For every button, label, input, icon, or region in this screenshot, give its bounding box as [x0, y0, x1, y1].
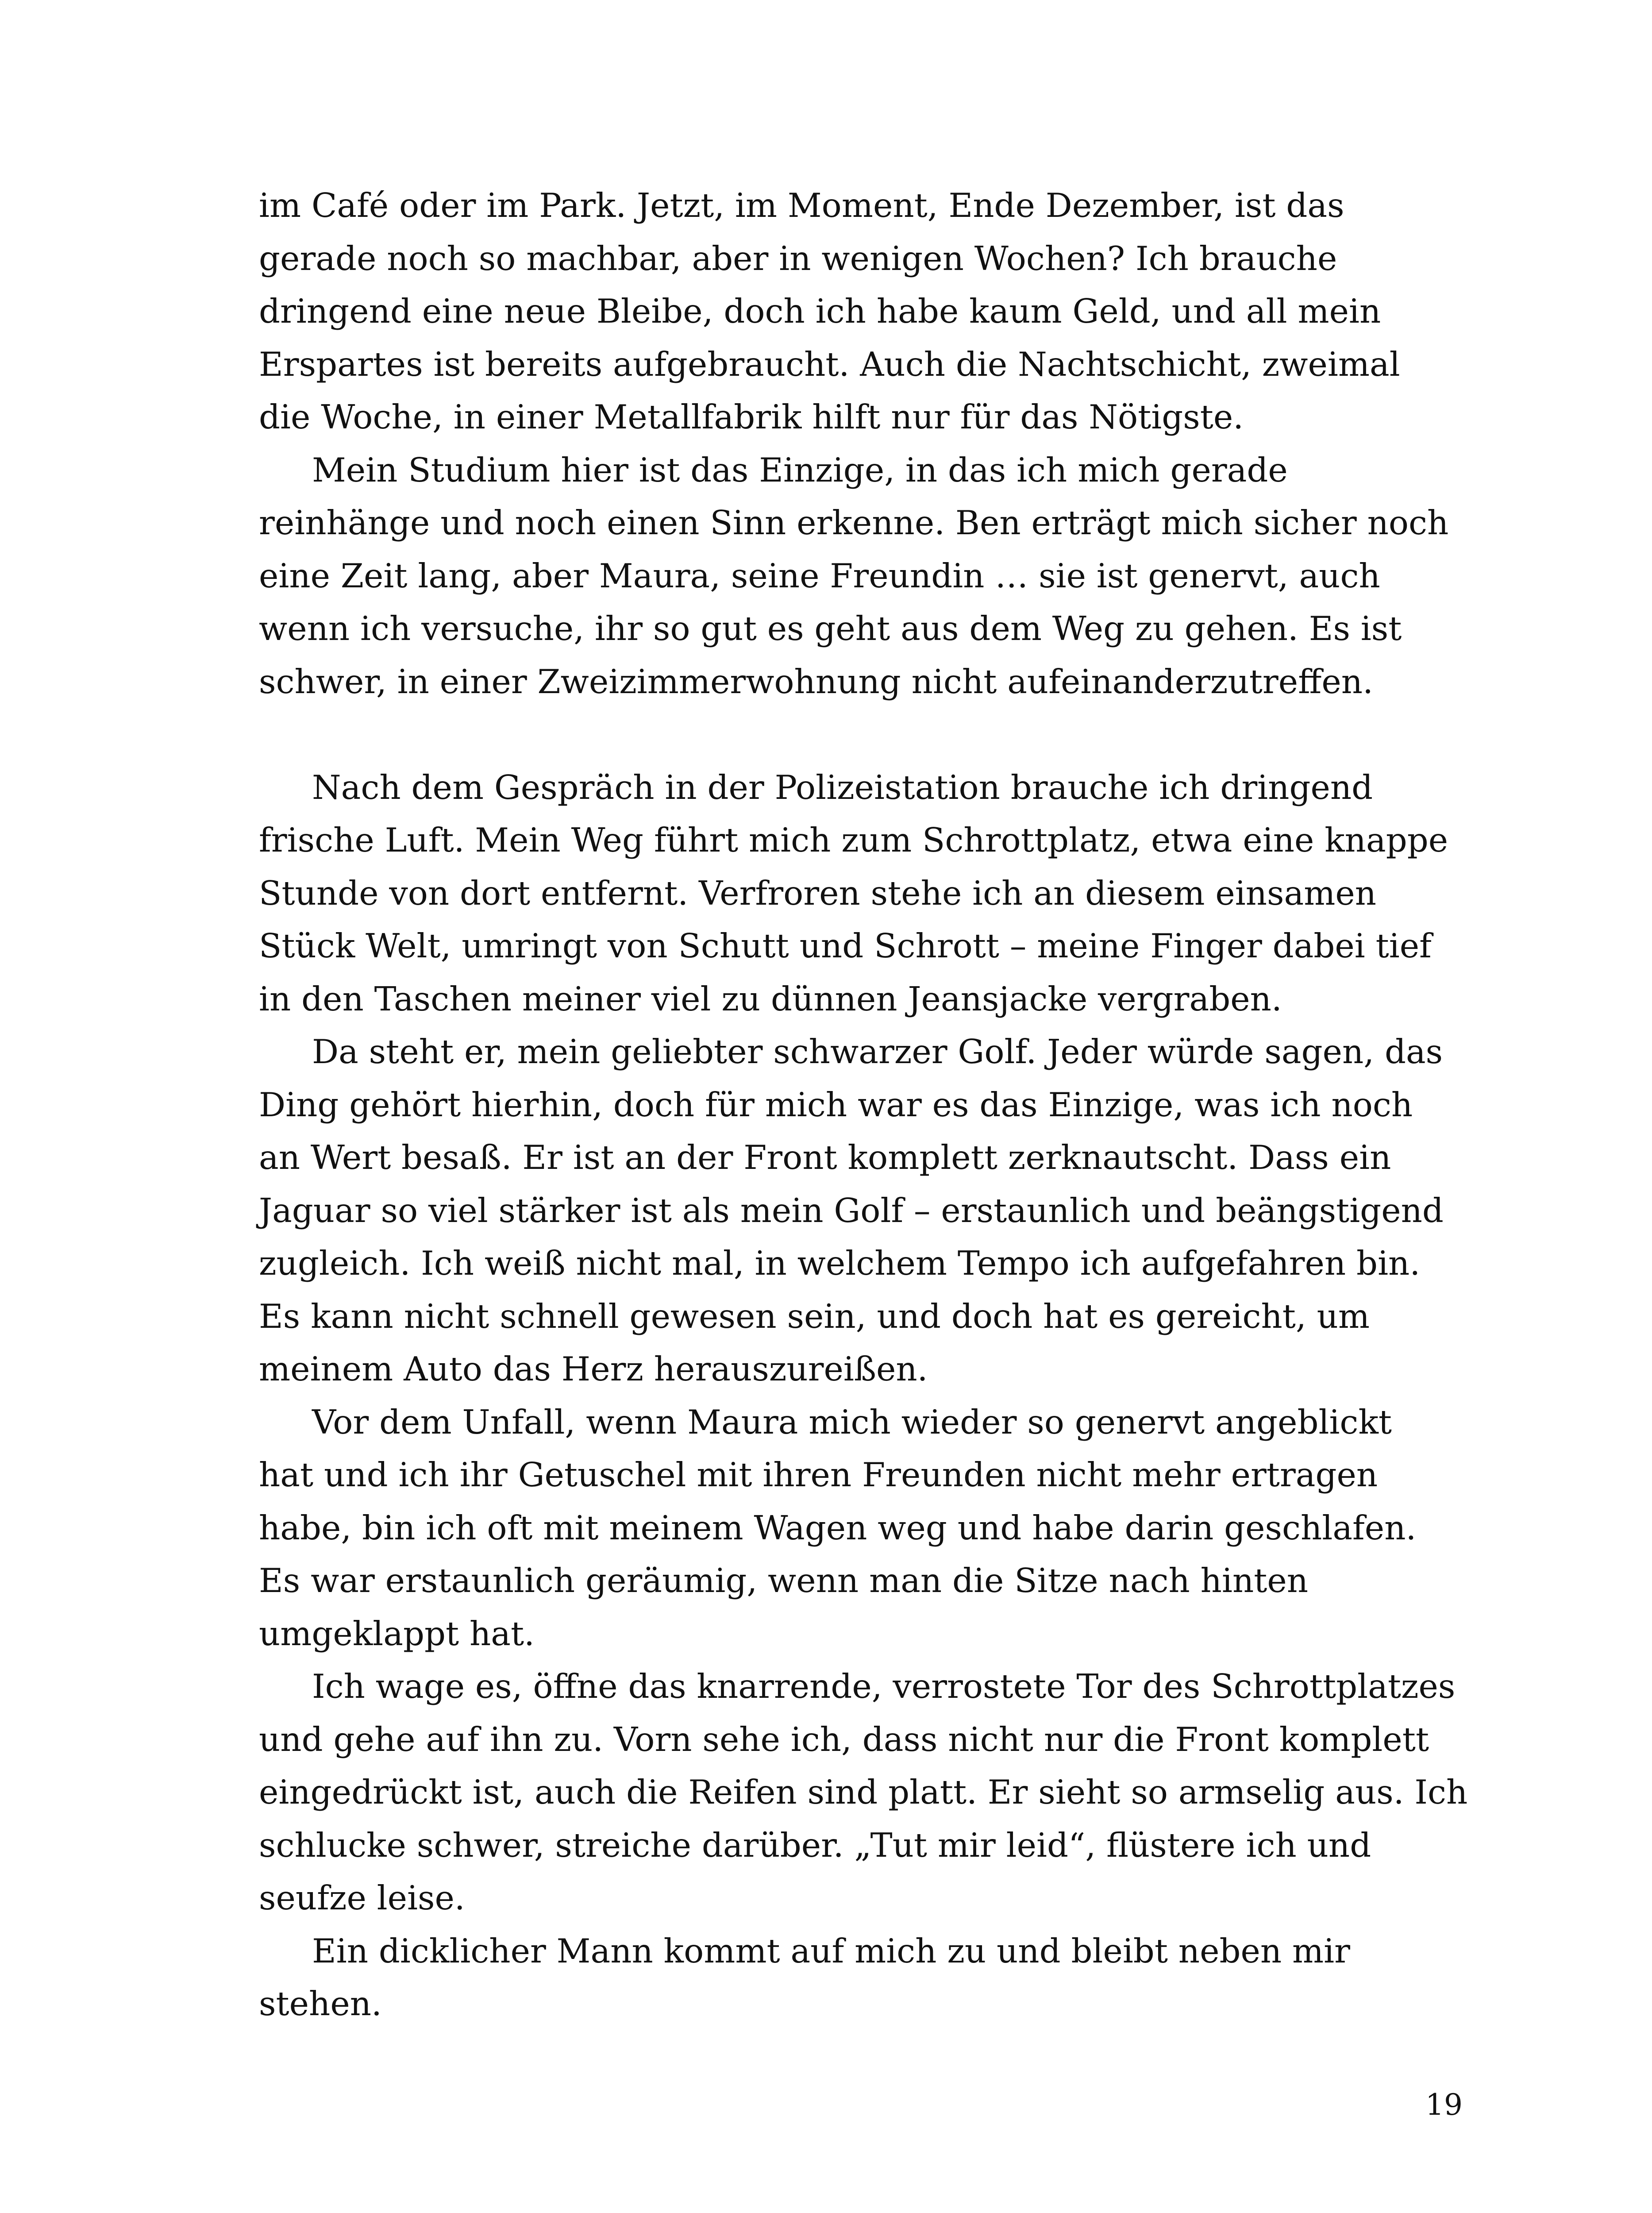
text-line: Jaguar so viel stärker ist als mein Golf – erstaunlich und beängstigend	[259, 1191, 1444, 1230]
text-line: die Woche, in einer Metallfabrik hilft nur für das Nötigste.	[259, 397, 1244, 436]
text-line: Mein Studium hier ist das Einzige, in das ich mich gerade	[312, 450, 1288, 490]
text-line: schwer, in einer Zweizimmerwohnung nicht aufeinanderzutreffen.	[259, 662, 1373, 701]
text-line: Ich wage es, öffne das knarrende, verrostete Tor des Schrottplatzes	[312, 1667, 1456, 1706]
text-line: Stunde von dort entfernt. Verfroren stehe ich an diesem einsamen	[259, 873, 1377, 913]
text-line: im Café oder im Park. Jetzt, im Moment, Ende Dezember, ist das	[259, 186, 1344, 225]
text-line: wenn ich versuche, ihr so gut es geht aus dem Weg zu gehen. Es ist	[259, 609, 1402, 648]
page-number: 19	[1425, 2088, 1463, 2122]
text-line: Es kann nicht schnell gewesen sein, und doch hat es gereicht, um	[259, 1296, 1370, 1336]
text-line: in den Taschen meiner viel zu dünnen Jeansjacke vergraben.	[259, 979, 1282, 1018]
text-line: gerade noch so machbar, aber in wenigen Wochen? Ich brauche	[259, 239, 1337, 278]
text-line: eine Zeit lang, aber Maura, seine Freundin … sie ist genervt, auch	[259, 556, 1380, 595]
text-line: und gehe auf ihn zu. Vorn sehe ich, dass nicht nur die Front komplett	[259, 1720, 1429, 1759]
text-line: Nach dem Gespräch in der Polizeistation brauche ich dringend	[312, 767, 1373, 807]
text-line: Stück Welt, umringt von Schutt und Schrott – meine Finger dabei tief	[259, 926, 1432, 965]
text-line: eingedrückt ist, auch die Reifen sind platt. Er sieht so armselig aus. Ich	[259, 1773, 1468, 1812]
text-line: reinhänge und noch einen Sinn erkenne. Ben erträgt mich sicher noch	[259, 503, 1449, 542]
text-line: frische Luft. Mein Weg führt mich zum Schrottplatz, etwa eine knappe	[259, 821, 1448, 860]
text-line: Ding gehört hierhin, doch für mich war es das Einzige, was ich noch	[259, 1085, 1413, 1124]
text-line: Erspartes ist bereits aufgebraucht. Auch die Nachtschicht, zweimal	[259, 344, 1400, 384]
text-line: Ein dicklicher Mann kommt auf mich zu und bleibt neben mir	[312, 1931, 1350, 1970]
text-line: habe, bin ich oft mit meinem Wagen weg und habe darin geschlafen.	[259, 1508, 1417, 1547]
text-line: Es war erstaunlich geräumig, wenn man die Sitze nach hinten	[259, 1561, 1309, 1600]
text-line: schlucke schwer, streiche darüber. „Tut mir leid“, flüstere ich und	[259, 1825, 1371, 1865]
text-line: hat und ich ihr Getuschel mit ihren Freunden nicht mehr ertragen	[259, 1455, 1378, 1494]
text-line: dringend eine neue Bleibe, doch ich habe kaum Geld, und all mein	[259, 292, 1381, 331]
text-line: stehen.	[259, 1984, 382, 2023]
body-text	[259, 179, 1468, 2031]
paragraph	[259, 179, 1463, 444]
text-line: Vor dem Unfall, wenn Maura mich wieder so genervt angeblickt	[312, 1402, 1392, 1442]
text-line: seufze leise.	[259, 1878, 465, 1917]
text-line: Da steht er, mein geliebter schwarzer Golf. Jeder würde sagen, das	[312, 1032, 1443, 1071]
text-line: meinem Auto das Herz herauszureißen.	[259, 1349, 928, 1388]
paragraph	[259, 1925, 1463, 2031]
paragraph-gap	[259, 708, 1463, 761]
paragraph	[259, 1026, 1463, 1396]
paragraph	[259, 444, 1463, 709]
paragraph	[259, 1660, 1468, 1925]
text-line: umgeklappt hat.	[259, 1614, 535, 1653]
text-line: zugleich. Ich weiß nicht mal, in welchem Tempo ich aufgefahren bin.	[259, 1244, 1421, 1283]
text-line: an Wert besaß. Er ist an der Front komplett zerknautscht. Dass ein	[259, 1138, 1391, 1177]
paragraph	[259, 761, 1463, 1026]
paragraph	[259, 1396, 1463, 1661]
